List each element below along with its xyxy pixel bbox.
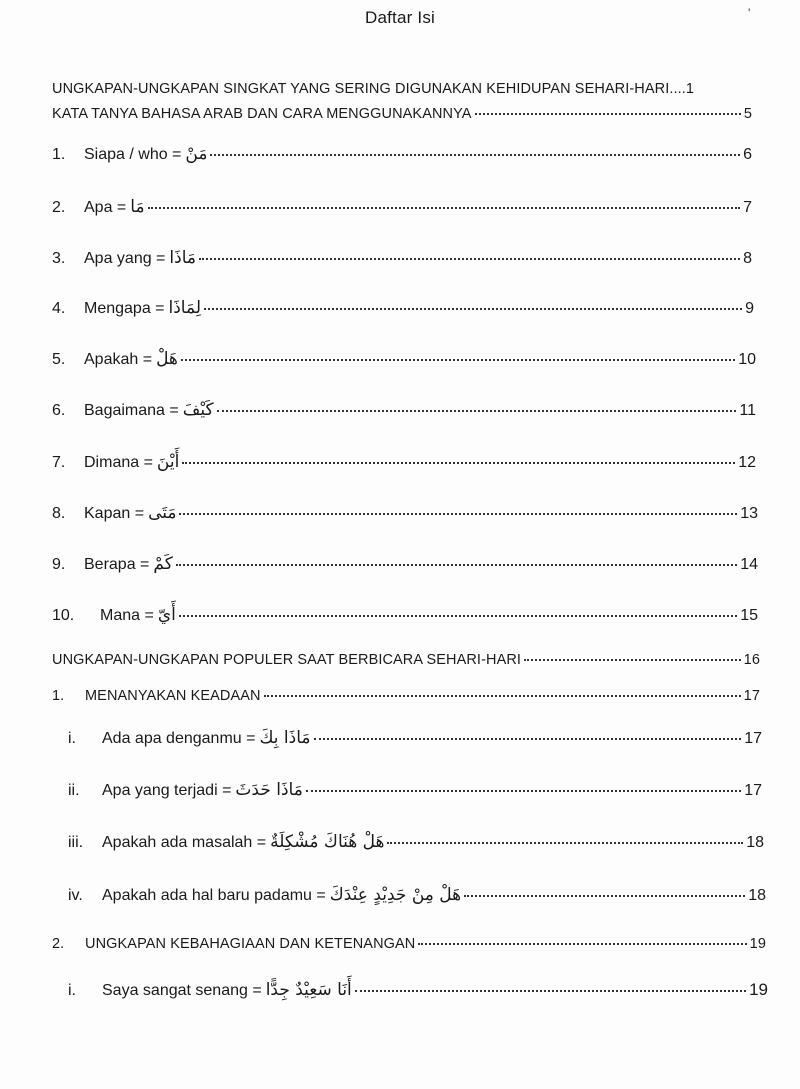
toc-number: 9. [52, 556, 66, 573]
corner-mark: ' [748, 6, 751, 20]
dot-leader [210, 140, 740, 156]
toc-page: 1 [685, 81, 695, 97]
toc-number: 5. [52, 351, 66, 368]
arabic-term: لِمَاذَا [168, 298, 201, 318]
arabic-term: أَيّ [157, 605, 176, 625]
dot-leader [179, 601, 737, 617]
toc-label: Saya sangat senang = [102, 982, 262, 999]
toc-page: 6 [743, 146, 752, 163]
arabic-term: هَلْ هُنَاكَ مُشْكِلَةٌ [270, 832, 385, 852]
toc-entry[interactable] [68, 884, 766, 907]
toc-label: Kapan = [84, 505, 145, 522]
toc-number: 2. [52, 199, 66, 216]
dot-leader [264, 681, 741, 697]
arabic-term: هَلْ [156, 349, 178, 369]
arabic-term: أَيْنَ [156, 452, 180, 472]
dot-leader [306, 776, 741, 792]
page-title: Daftar Isi [364, 8, 436, 27]
toc-label: Mana = [100, 607, 154, 624]
dot-leader [418, 929, 746, 945]
toc-number: 2. [52, 936, 65, 952]
toc-number: ii. [68, 782, 80, 799]
toc-label: Siapa / who = [84, 146, 182, 163]
toc-page: 8 [743, 250, 752, 267]
dot-leader [464, 881, 745, 897]
toc-page: 11 [739, 402, 756, 419]
dot-leader [355, 976, 746, 992]
toc-label: Apa yang terjadi = [102, 782, 232, 799]
toc-entry[interactable] [52, 502, 758, 525]
toc-number: iv. [68, 887, 83, 904]
toc-page: 18 [746, 834, 764, 851]
toc-entry[interactable] [52, 102, 752, 125]
toc-page: 5 [743, 106, 752, 122]
dot-leader [176, 550, 737, 566]
dot-leader [148, 193, 741, 209]
arabic-term: مَا [130, 197, 145, 217]
toc-entry[interactable] [68, 979, 768, 1002]
toc-label: Dimana = [84, 454, 153, 471]
toc-page: 17 [744, 730, 762, 747]
toc-number: 4. [52, 300, 66, 317]
arabic-term: مَنْ [185, 144, 208, 164]
dot-leader [182, 448, 735, 464]
dot-leader [181, 345, 735, 361]
toc-number: 1. [52, 688, 65, 704]
toc-label: Berapa = [84, 556, 150, 573]
dot-leader [204, 294, 742, 310]
toc-label: Apakah ada masalah = [102, 834, 267, 851]
toc-entry[interactable] [52, 348, 756, 371]
dot-leader [314, 724, 742, 740]
toc-label: MENANYAKAN KEADAAN [85, 688, 261, 704]
toc-page: 17 [744, 782, 762, 799]
toc-label: Bagaimana = [84, 402, 179, 419]
arabic-term: مَتَى [148, 503, 177, 523]
toc-entry[interactable] [52, 553, 758, 576]
toc-entry[interactable] [52, 684, 760, 707]
dot-leader [475, 99, 741, 115]
toc-number: 3. [52, 250, 66, 267]
toc-label: Apa = [84, 199, 127, 216]
arabic-term: مَاذَا بِكَ [259, 728, 311, 748]
toc-label: UNGKAPAN-UNGKAPAN POPULER SAAT BERBICARA SEHARI-HARI [52, 652, 522, 668]
toc-page: 17 [743, 688, 760, 704]
toc-entry[interactable] [52, 143, 752, 166]
toc-label: Ada apa denganmu = [102, 730, 256, 747]
toc-number: 1. [52, 146, 66, 163]
toc-page: 13 [740, 505, 758, 522]
toc-entry[interactable] [68, 831, 764, 854]
toc-page: 14 [740, 556, 758, 573]
toc-label: UNGKAPAN KEBAHAGIAAN DAN KETENANGAN [85, 936, 416, 952]
toc-entry[interactable] [52, 399, 756, 422]
arabic-term: مَاذَا [169, 248, 196, 268]
toc-page: 18 [748, 887, 766, 904]
arabic-term: كَيْفَ [182, 400, 214, 420]
toc-label: Apakah = [84, 351, 153, 368]
toc-label: Apakah ada hal baru padamu = [102, 887, 326, 904]
dot-leader [524, 645, 741, 661]
arabic-term: كَمْ [153, 554, 173, 574]
toc-number: 6. [52, 402, 66, 419]
dot-leader [199, 244, 740, 260]
toc-label: Mengapa = [84, 300, 165, 317]
dot-leader [387, 828, 743, 844]
arabic-term: هَلْ مِنْ جَدِيْدٍ عِنْدَكَ [329, 885, 462, 905]
toc-number: i. [68, 730, 76, 747]
toc-label: KATA TANYA BAHASA ARAB DAN CARA MENGGUNAKANNYA [52, 106, 472, 122]
toc-page: 16 [743, 652, 760, 668]
toc-entry[interactable] [52, 648, 760, 671]
toc-page: 19 [749, 936, 766, 952]
arabic-term: مَاذَا حَدَثَ [235, 780, 303, 800]
toc-entry[interactable] [68, 727, 762, 750]
toc-page: 10 [738, 351, 756, 368]
toc-number: 7. [52, 454, 66, 471]
toc-number: 10. [52, 607, 75, 624]
toc-label: UNGKAPAN-UNGKAPAN SINGKAT YANG SERING DIGUNAKAN KEHIDUPAN SEHARI-HARI.... [52, 81, 686, 97]
arabic-term: أَنَا سَعِيْدٌ جِدًّا [265, 980, 352, 1000]
dot-leader [217, 396, 737, 412]
toc-entry[interactable] [52, 451, 756, 474]
toc-page: 7 [743, 199, 752, 216]
toc-entry[interactable] [52, 297, 754, 320]
toc-entry[interactable] [52, 604, 758, 627]
toc-page: 15 [740, 607, 758, 624]
toc-entry[interactable] [68, 779, 762, 802]
toc-entry[interactable] [52, 78, 770, 100]
toc-page: 9 [745, 300, 754, 317]
toc-entry[interactable] [52, 196, 752, 219]
toc-label: Apa yang = [84, 250, 166, 267]
toc-number: iii. [68, 834, 84, 851]
toc-entry[interactable] [52, 247, 752, 270]
toc-number: 8. [52, 505, 66, 522]
toc-page: 12 [738, 454, 756, 471]
toc-entry[interactable] [52, 932, 766, 955]
toc-page: 19 [749, 980, 768, 999]
toc-number: i. [68, 982, 76, 999]
dot-leader [179, 499, 737, 515]
